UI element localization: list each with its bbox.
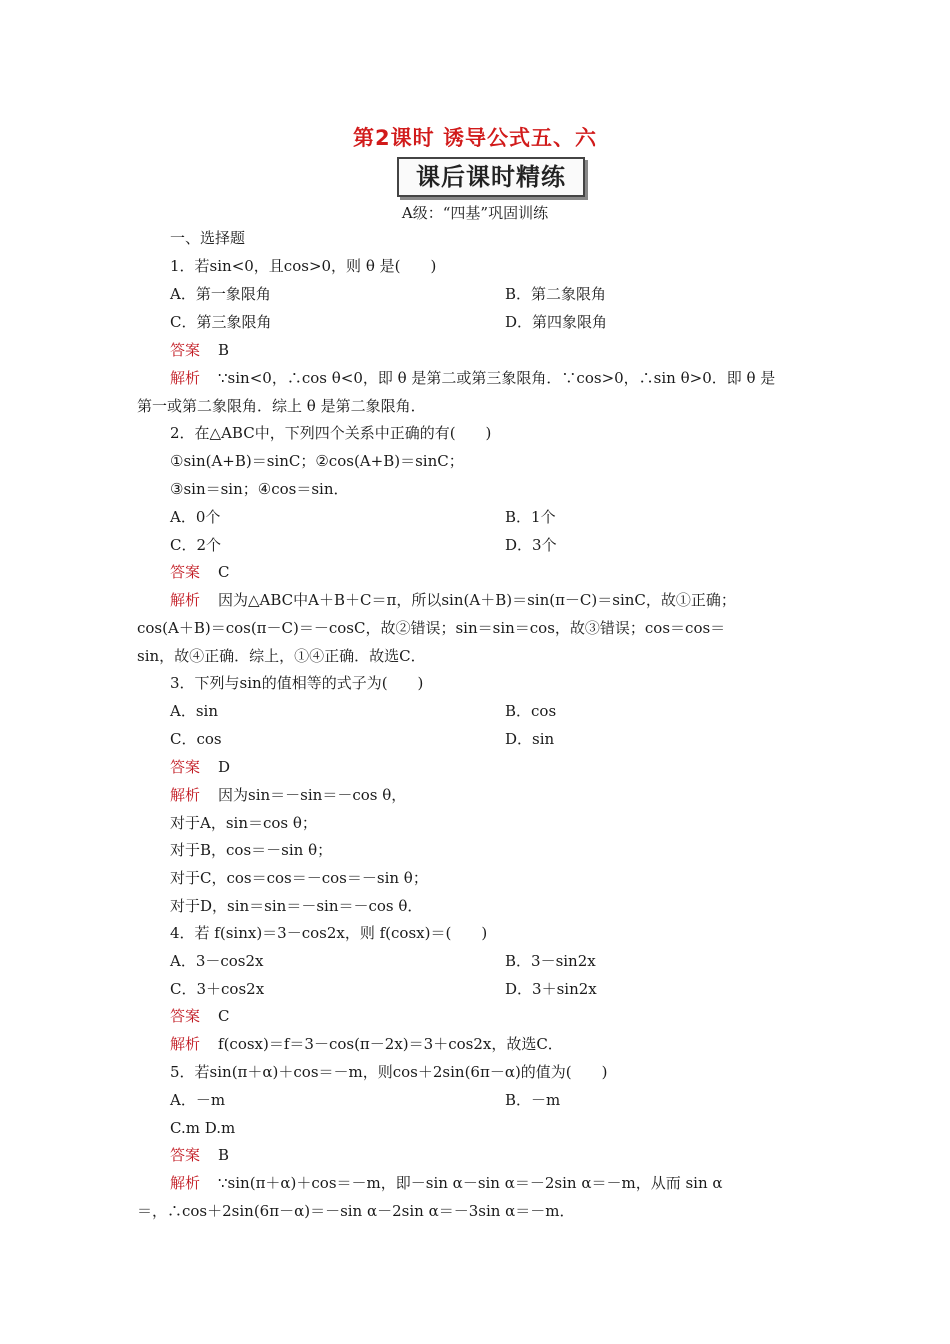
q3-analysis-d: 对于D，sin＝sin＝－sin＝－cos θ． [170,897,423,915]
q1-analysis [170,368,775,388]
q4-option-b: B．3－sin2x [505,952,596,970]
q2-option-c: C．2个 [170,536,222,554]
q1-option-a: A．第一象限角 [170,285,271,303]
q5-option-b: B．－m [505,1091,561,1109]
q4-option-a: A．3－cos2x [170,952,264,970]
analysis-label: 解析 [170,1174,201,1192]
section-heading: 一、选择题 [170,229,246,247]
analysis-label: 解析 [170,786,201,804]
page-title: 第2课时 诱导公式五、六 [353,126,597,150]
q3-option-c: C．cos [170,730,222,748]
answer-value: C [218,1007,230,1025]
level-heading: A级：“四基”巩固训练 [401,204,549,222]
q3-answer [170,757,230,777]
analysis-label: 解析 [170,591,201,609]
answer-value: B [218,1146,230,1164]
q2-option-b: B．1个 [505,508,556,526]
analysis-text: ∵sin(π＋α)＋cos＝－m，即－sin α－sin α＝－2sin α＝－m，从而 sin α [218,1174,723,1192]
q1-answer [170,340,229,360]
q3-analysis-b: 对于B，cos＝－sin θ； [170,841,333,859]
analysis-label: 解析 [170,369,201,387]
answer-value: B [218,341,230,359]
q2-stem: 2．在△ABC中，下列四个关系中正确的有( ) [170,424,492,442]
q1-option-d: D．第四象限角 [505,313,608,331]
answer-label: 答案 [170,758,201,776]
q5-answer [170,1145,229,1165]
q5-analysis [170,1173,723,1193]
answer-label: 答案 [170,1146,201,1164]
q4-stem: 4．若 f(sinx)＝3－cos2x，则 f(cosx)＝( ) [170,924,488,942]
q5-analysis-cont: ＝，∴cos＋2sin(6π－α)＝－sin α－2sin α＝－3sin α＝－m． [137,1202,575,1220]
q1-option-b: B．第二象限角 [505,285,607,303]
q1-stem: 1．若sin<0，且cos>0，则 θ 是( ) [170,257,437,275]
q2-analysis-cont-2: sin，故④正确．综上，①④正确．故选C． [137,647,426,665]
answer-value: D [218,758,231,776]
q2-relation-1: ①sin(A+B)＝sinC；②cos(A+B)＝sinC； [170,452,464,470]
q3-option-b: B．cos [505,702,557,720]
q2-option-a: A．0个 [170,508,221,526]
q3-option-d: D．sin [505,730,555,748]
q4-analysis [170,1034,563,1054]
analysis-text: 因为△ABC中A＋B＋C＝π，所以sin(A＋B)＝sin(π－C)＝sinC，故①正确； [218,591,736,609]
answer-value: C [218,563,230,581]
q3-stem: 3．下列与sin的值相等的式子为( ) [170,674,424,692]
q2-analysis-cont-1: cos(A＋B)＝cos(π－C)＝－cosC，故②错误；sin＝sin＝cos，故③错误；cos＝cos＝ [137,619,726,637]
q1-analysis-cont: 第一或第二象限角．综上 θ 是第二象限角． [137,397,426,415]
q5-option-a: A．－m [170,1091,226,1109]
q5-stem: 5．若sin(π＋α)＋cos＝－m，则cos＋2sin(6π－α)的值为( ) [170,1063,608,1081]
q3-analysis-c: 对于C，cos＝cos＝－cos＝－sin θ； [170,869,428,887]
q5-option-cd: C.m D.m [170,1119,236,1137]
analysis-label: 解析 [170,1035,201,1053]
section-banner: 课后课时精练 [397,157,585,197]
analysis-text: ∵sin<0，∴cos θ<0，即 θ 是第二或第三象限角．∵cos>0，∴sin θ>0．即 θ 是 [218,369,776,387]
answer-label: 答案 [170,1007,201,1025]
q1-option-c: C．第三象限角 [170,313,272,331]
analysis-text: 因为sin＝－sin＝－cos θ， [218,786,407,804]
q2-answer [170,562,230,582]
q2-relation-2: ③sin＝sin；④cos＝sin． [170,480,349,498]
q2-option-d: D．3个 [505,536,557,554]
q4-option-c: C．3＋cos2x [170,980,265,998]
answer-label: 答案 [170,563,201,581]
q4-answer [170,1006,230,1026]
q3-analysis [170,785,406,805]
q3-analysis-a: 对于A，sin＝cos θ； [170,814,317,832]
q4-option-d: D．3＋sin2x [505,980,597,998]
q2-analysis [170,590,736,610]
q3-option-a: A．sin [170,702,218,720]
analysis-text: f(cosx)＝f＝3－cos(π－2x)＝3＋cos2x，故选C． [218,1035,563,1053]
answer-label: 答案 [170,341,201,359]
